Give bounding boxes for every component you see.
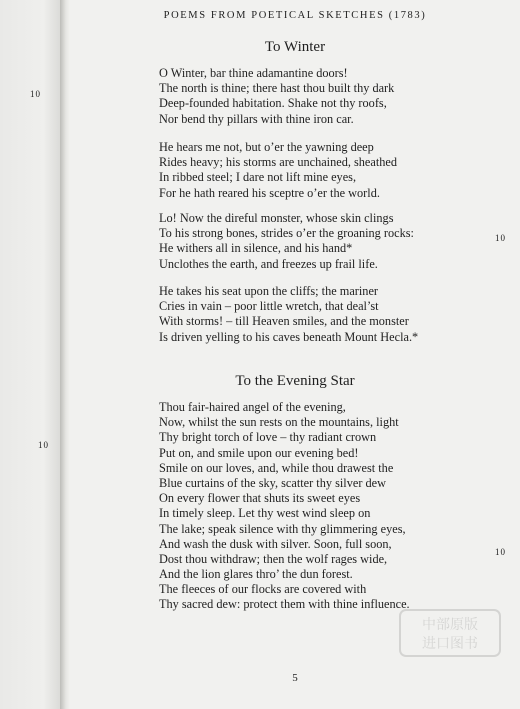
verse-line: Thy sacred dew: protect them with thine influence.: [159, 597, 410, 612]
poem-title-to-the-evening-star: To the Evening Star: [235, 373, 355, 389]
book-page: [70, 0, 520, 709]
verse-line: Dost thou withdraw; then the wolf rages wide,: [159, 551, 388, 566]
verse-line: Is driven yelling to his caves beneath Mount Hecla.*: [159, 329, 419, 344]
verse-line: Lo! Now the direful monster, whose skin clings: [159, 211, 394, 225]
verse-line: To his strong bones, strides o’er the groaning rocks:: [159, 226, 414, 241]
verse-line: On every flower that shuts its sweet eyes: [159, 491, 361, 506]
line-number: 10: [495, 547, 506, 557]
verse-line: Rides heavy; his storms are unchained, sheathed: [159, 155, 398, 170]
verse-line: Cries in vain – poor little wretch, that deal’st: [159, 299, 379, 314]
facing-page-edge: [0, 0, 62, 709]
watermark-line-1: 中部原版: [422, 617, 478, 633]
verse-line: He takes his seat upon the cliffs; the mariner: [159, 284, 379, 298]
verse-line: The fleeces of our flocks are covered with: [159, 582, 367, 597]
running-head: POEMS FROM POETICAL SKETCHES (1783): [163, 10, 427, 21]
verse-line: Deep-founded habitation. Shake not thy roofs,: [159, 96, 387, 111]
verse-line: For he hath reared his sceptre o’er the world.: [159, 185, 380, 200]
verse-line: Blue curtains of the sky, scatter thy silver dew: [159, 475, 386, 490]
stanza: [159, 400, 410, 613]
verse-line: With storms! – till Heaven smiles, and the monster: [159, 314, 409, 329]
watermark-line-2: 进口图书: [422, 636, 478, 652]
verse-line: Unclothes the earth, and freezes up frail life.: [159, 256, 378, 271]
stanza: [159, 284, 418, 345]
verse-line: He withers all in silence, and his hand*: [159, 241, 353, 256]
verse-line: O Winter, bar thine adamantine doors!: [159, 66, 348, 80]
verse-line: Put on, and smile upon our evening bed!: [159, 445, 359, 460]
verse-line: Thy bright torch of love – thy radiant crown: [159, 430, 377, 445]
verse-line: Nor bend thy pillars with thine iron car.: [159, 111, 354, 126]
verse-line: In timely sleep. Let thy west wind sleep on: [159, 506, 371, 521]
facing-page-line-number: 10: [38, 440, 49, 450]
verse-line: Thou fair-haired angel of the evening,: [159, 400, 346, 414]
verse-line: And the lion glares thro’ the dun forest.: [159, 567, 353, 582]
page-number: 5: [292, 672, 298, 684]
verse-line: And wash the dusk with silver. Soon, full soon,: [159, 536, 392, 551]
poem-title-to-winter: To Winter: [264, 39, 326, 55]
book-gutter: [60, 0, 70, 709]
line-number: 10: [495, 233, 506, 243]
verse-line: He hears me not, but o’er the yawning deep: [159, 140, 374, 154]
verse-line: Now, whilst the sun rests on the mountains, light: [159, 415, 399, 430]
watermark-stamp: [398, 608, 502, 658]
verse-line: Smile on our loves, and, while thou drawest the: [159, 460, 394, 475]
verse-line: The lake; speak silence with thy glimmering eyes,: [159, 521, 406, 536]
facing-page-line-number: 10: [30, 89, 41, 99]
verse-line: The north is thine; there hast thou built thy dark: [159, 81, 395, 96]
verse-line: In ribbed steel; I dare not lift mine eyes,: [159, 170, 357, 185]
stanza: [159, 211, 414, 272]
stanza: [159, 66, 394, 127]
stanza: [159, 140, 397, 201]
